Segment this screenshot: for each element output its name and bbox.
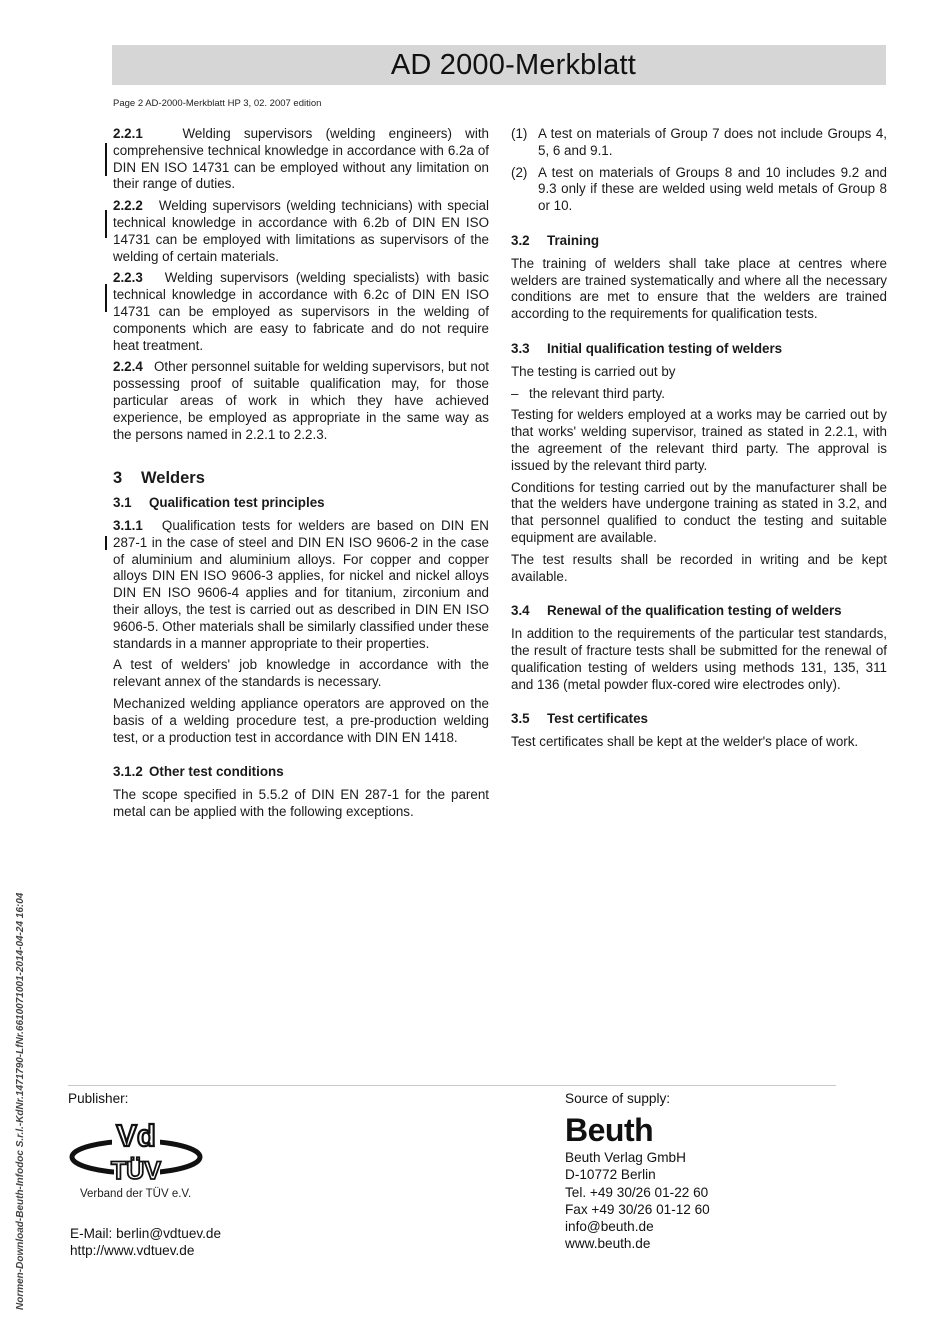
beuth-logo: Beuth: [565, 1112, 654, 1148]
clause-text: Welding supervisors (welding specialists) with basic technical knowledge in accordance with 6.2c of DIN EN ISO 14731 can be employed as supervisors in the welding of components which are easy to fabricate and do not require heat treatment.: [113, 270, 489, 353]
list-text: A test on materials of Groups 8 and 10 includes 9.2 and 9.3 only if these are welded using weld metals of Group 8 or 10.: [538, 164, 887, 214]
paragraph-3-1-2: The scope specified in 5.5.2 of DIN EN 287-1 for the parent metal can be applied with the following exceptions.: [113, 787, 489, 819]
section-title: Training: [547, 232, 600, 248]
list-item: [511, 126, 887, 160]
section-number: 3: [113, 469, 123, 488]
section-heading-3: [113, 470, 489, 487]
page-info: Page 2 AD-2000-Merkblatt HP 3, 02. 2007 edition: [113, 98, 322, 109]
clause-text: Welding supervisors (welding engineers) with comprehensive technical knowledge in accordance with 6.2a of DIN EN ISO 14731 can be employed without any limitation on their range of duties.: [113, 126, 489, 192]
header-bar: [112, 45, 886, 85]
section-heading-3-5: [511, 711, 887, 728]
beuth-phone: Tel. +49 30/26 01-22 60: [565, 1185, 709, 1200]
section-title: Renewal of the qualification testing of welders: [547, 603, 842, 619]
section-heading-3-3: [511, 341, 887, 358]
list-text: A test on materials of Group 7 does not include Groups 4, 5, 6 and 9.1.: [538, 126, 887, 158]
page-title: AD 2000-Merkblatt: [390, 49, 636, 81]
supply-label: Source of supply:: [565, 1091, 671, 1106]
beuth-email: info@beuth.de: [565, 1219, 654, 1234]
paragraph-3-3-c: Testing for welders employed at a works may be carried out by that works' welding supervisor, trained as stated in 2.2.1, with the agreement of the relevant third party. The approval is issued by the relevant third party.: [511, 407, 887, 473]
section-number: 3.3: [511, 340, 530, 356]
clause-text: Other personnel suitable for welding supervisors, but not possessing proof of suitable qualification may, for those particular areas of work in which they have achieved experience, be employed as appropriate in the same way as the persons named in 2.2.1 to 2.2.3.: [113, 359, 489, 442]
paragraph-3-5: Test certificates shall be kept at the welder's place of work.: [511, 734, 859, 750]
section-title: Qualification test principles: [149, 495, 325, 511]
section-number: 3.5: [511, 711, 530, 727]
section-number: 3.4: [511, 603, 530, 619]
section-heading-3-4: [511, 603, 887, 620]
clause-number: 2.2.1: [113, 126, 143, 141]
change-bar: [105, 143, 107, 176]
dash-marker: –: [511, 385, 519, 401]
change-bar: [105, 210, 107, 238]
paragraph-3-3-a: The testing is carried out by: [511, 363, 676, 379]
paragraph-3-1-1-c: Mechanized welding appliance operators are approved on the basis of a welding procedure test, a pre-production welding test, or a production test in accordance with DIN EN 1418.: [113, 695, 489, 745]
list-marker: (1): [511, 126, 528, 141]
publisher-website: http://www.vdtuev.de: [70, 1243, 195, 1258]
section-title: Test certificates: [547, 711, 648, 727]
publisher-email: E-Mail: berlin@vdtuev.de: [70, 1226, 222, 1241]
clause-number: 2.2.3: [113, 270, 143, 286]
beuth-fax: Fax +49 30/26 01-12 60: [565, 1202, 710, 1217]
section-title: Initial qualification testing of welders: [547, 340, 783, 356]
vdtuev-logo: [68, 1117, 208, 1189]
clause-text: Welding supervisors (welding technicians) with special technical knowledge in accordance with 6.2b of DIN EN ISO 14731 can be employed with limitations as supervisors of the welding of certain materials.: [113, 198, 489, 264]
logo-letters-tuev: TÜV: [111, 1157, 161, 1185]
download-stamp: Normen-Download-Beuth-Infodoc S.r.l.-KdNr.1471790-LfNr.6610071001-2014-04-24 16:04: [15, 892, 26, 1310]
right-column: [511, 126, 887, 756]
paragraph-3-1-1: [113, 518, 489, 652]
section-number: 3.1.2: [113, 764, 143, 780]
section-title: Other test conditions: [149, 764, 284, 780]
paragraph-2-2-3: [113, 270, 489, 354]
dash-list-item: [511, 386, 887, 403]
section-number: 3.2: [511, 232, 530, 248]
list-marker: (2): [511, 164, 528, 180]
list-text: the relevant third party.: [529, 385, 665, 401]
section-title: Welders: [141, 469, 205, 488]
paragraph-2-2-4: [113, 359, 489, 443]
footer-divider: [68, 1085, 836, 1086]
clause-number: 2.2.2: [113, 198, 143, 214]
section-heading-3-1-2: [113, 764, 489, 781]
left-column: [113, 126, 489, 826]
paragraph-3-4: In addition to the requirements of the particular test standards, the result of fracture tests shall be submitted for the renewal of qualification testing of welders using methods 131, 135, 311 and 136 (metal powder flux-cored wire electrodes only).: [511, 626, 887, 692]
beuth-company: Beuth Verlag GmbH: [565, 1150, 686, 1165]
clause-text: Qualification tests for welders are based on DIN EN 287-1 in the case of steel and DIN EN ISO 9606-2 in the case of aluminium and aluminium alloys. For copper and copper alloys DIN EN ISO 9606-3 applies, for nickel and nickel alloys DIN EN ISO 9606-4 applies and for titanium, zirconium and their alloys, the test is carried out as described in DIN EN ISO 9606-5. Other materials shall be similarly classified under these standards in a manner appropriate to their properties.: [113, 517, 489, 651]
logo-letters-vd: Vd: [116, 1118, 156, 1153]
section-heading-3-1: [113, 495, 489, 512]
paragraph-2-2-2: [113, 198, 489, 265]
section-number: 3.1: [113, 495, 132, 511]
clause-number: 3.1.1: [113, 517, 143, 533]
beuth-website: www.beuth.de: [565, 1236, 651, 1251]
logo-caption: Verband der TÜV e.V.: [80, 1188, 192, 1200]
beuth-address: D-10772 Berlin: [565, 1167, 656, 1182]
paragraph-3-2: The training of welders shall take place at centres where welders are trained systematically and where all the necessary conditions are met to ensure that the welders are trained according to the requirements for qualification tests.: [511, 255, 887, 322]
paragraph-2-2-1: [113, 126, 489, 193]
publisher-label: Publisher:: [68, 1091, 129, 1106]
paragraph-3-1-1-b: A test of welders' job knowledge in accordance with the relevant annex of the standards is necessary.: [113, 657, 489, 690]
clause-number: 2.2.4: [113, 359, 143, 375]
paragraph-3-3-d: Conditions for testing carried out by the manufacturer shall be that the welders have undergone training as stated in 3.2, and that personnel qualified to conduct the testing and suitable equipment are available.: [511, 479, 887, 545]
section-heading-3-2: [511, 233, 887, 250]
list-item: [511, 165, 887, 215]
change-bar: [105, 536, 107, 550]
paragraph-3-3-e: The test results shall be recorded in writing and be kept available.: [511, 551, 887, 584]
change-bar: [105, 284, 107, 312]
